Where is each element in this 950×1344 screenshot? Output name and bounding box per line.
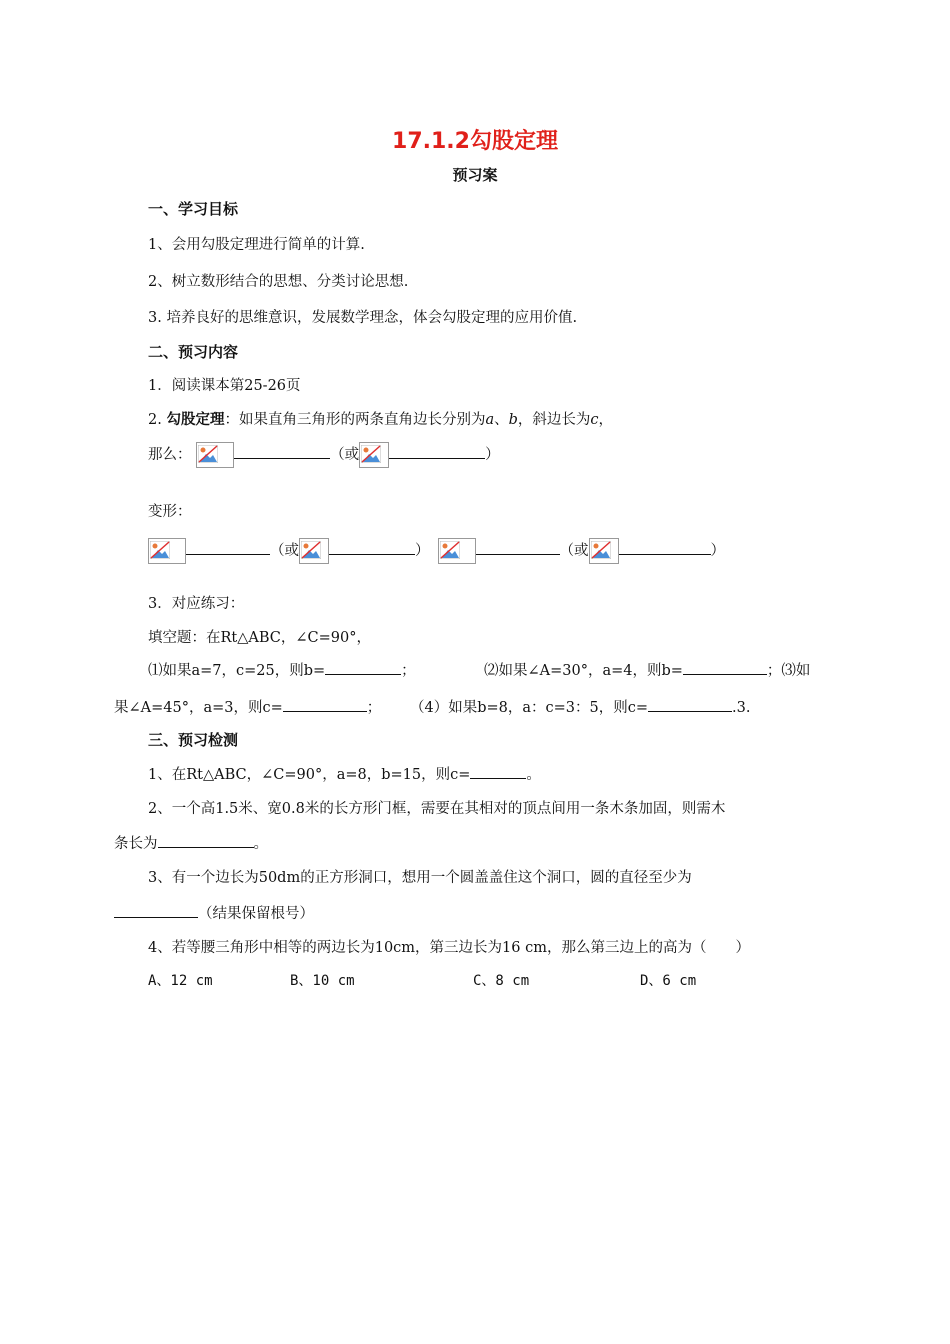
problem-3-cont: [114, 902, 314, 923]
p1-text: 1、在Rt△ABC，∠C=90°，a=8，b=15，则c=: [148, 767, 471, 783]
var-a: a: [485, 412, 495, 428]
then-label: 那么：: [148, 447, 192, 463]
semicolon: ；: [366, 700, 382, 716]
option-b[interactable]: B、10 cm: [290, 973, 355, 989]
problem-2-cont: [114, 832, 268, 853]
theorem-mid: ，斜边长为: [517, 412, 591, 428]
q1-text: ⑴如果a=7，c=25，则b=: [148, 663, 326, 679]
answer-blank[interactable]: [470, 764, 526, 779]
question-2: [484, 659, 810, 680]
section-heading-goals: 一、学习目标: [148, 200, 239, 218]
theorem-statement: [148, 408, 613, 429]
question-3: [114, 696, 381, 717]
question-4: [410, 696, 750, 717]
problem-3: 3、有一个边长为50dm的正方形洞口，想用一个圆盖盖住这个洞口，圆的直径至少为: [148, 870, 692, 886]
broken-image-icon: [299, 538, 329, 564]
broken-image-icon: [438, 538, 476, 564]
answer-blank[interactable]: [329, 540, 415, 555]
fill-intro: 填空题：在Rt△ABC，∠C=90°，: [148, 630, 371, 646]
semicolon: ；: [401, 663, 416, 679]
comma: ，: [598, 412, 614, 428]
answer-blank[interactable]: [683, 660, 767, 675]
p3-note: （结果保留根号）: [198, 906, 314, 922]
theorem-label: 勾股定理: [166, 412, 225, 428]
answer-blank[interactable]: [325, 660, 401, 675]
answer-blank[interactable]: [234, 444, 330, 459]
problem-4: 4、若等腰三角形中相等的两边长为10cm，第三边长为16 cm，那么第三边上的高为（ ）: [148, 940, 750, 956]
goal-item: 3. 培养良好的思维意识，发展数学理念，体会勾股定理的应用价值.: [148, 310, 578, 326]
q4-text: （4）如果b=8，a：c=3：5，则c=: [410, 700, 649, 716]
transform-label: 变形：: [148, 504, 192, 520]
option-d[interactable]: D、6 cm: [640, 973, 697, 989]
or-open: （或: [559, 543, 589, 559]
var-c: c: [590, 412, 599, 428]
option-c[interactable]: C、8 cm: [473, 973, 530, 989]
then-row: [148, 442, 500, 468]
q3-text: 果∠A=45°，a=3，则c=: [114, 700, 283, 716]
p2-text: 条长为: [114, 836, 158, 852]
read-item: 1．阅读课本第25-26页: [148, 378, 301, 394]
broken-image-icon: [359, 442, 389, 468]
answer-blank[interactable]: [619, 540, 711, 555]
q3-start: ⑶如: [781, 663, 811, 679]
page-title: 17.1.2勾股定理: [392, 129, 558, 154]
var-b: b: [508, 412, 518, 428]
question-1: [148, 659, 416, 680]
answer-blank[interactable]: [158, 833, 254, 848]
answer-blank[interactable]: [648, 697, 732, 712]
goal-item: 1、会用勾股定理进行简单的计算.: [148, 237, 365, 253]
close-paren: ）: [710, 543, 725, 559]
p2-end: 。: [253, 836, 268, 852]
theorem-prefix: 2.: [148, 412, 167, 428]
sep: 、: [494, 412, 509, 428]
answer-blank[interactable]: [114, 903, 198, 918]
answer-blank[interactable]: [283, 697, 367, 712]
or-open: （或: [330, 447, 360, 463]
option-a[interactable]: A、12 cm: [148, 973, 213, 989]
page-subtitle: 预习案: [452, 166, 498, 184]
broken-image-icon: [196, 442, 234, 468]
close-paren: ）: [415, 543, 430, 559]
goal-item: 2、树立数形结合的思想、分类讨论思想.: [148, 274, 409, 290]
answer-blank[interactable]: [389, 444, 485, 459]
practice-heading: 3．对应练习：: [148, 596, 245, 612]
problem-1: [148, 763, 541, 784]
section-heading-check: 三、预习检测: [148, 731, 239, 749]
broken-image-icon: [148, 538, 186, 564]
close-paren: ）: [485, 447, 500, 463]
section-heading-content: 二、预习内容: [148, 343, 239, 361]
q2-text: ⑵如果∠A=30°，a=4，则b=: [484, 663, 683, 679]
broken-image-icon: [589, 538, 619, 564]
or-open: （或: [270, 543, 299, 559]
theorem-text: ：如果直角三角形的两条直角边长分别为: [224, 412, 486, 428]
transform-row: [148, 538, 725, 564]
semicolon: ；: [766, 663, 782, 679]
answer-blank[interactable]: [186, 540, 270, 555]
p1-end: 。: [526, 767, 541, 783]
q4-end: .3.: [732, 700, 751, 716]
answer-blank[interactable]: [476, 540, 560, 555]
problem-2: 2、一个高1.5米、宽0.8米的长方形门框，需要在其相对的顶点间用一条木条加固，则需木: [148, 801, 726, 817]
